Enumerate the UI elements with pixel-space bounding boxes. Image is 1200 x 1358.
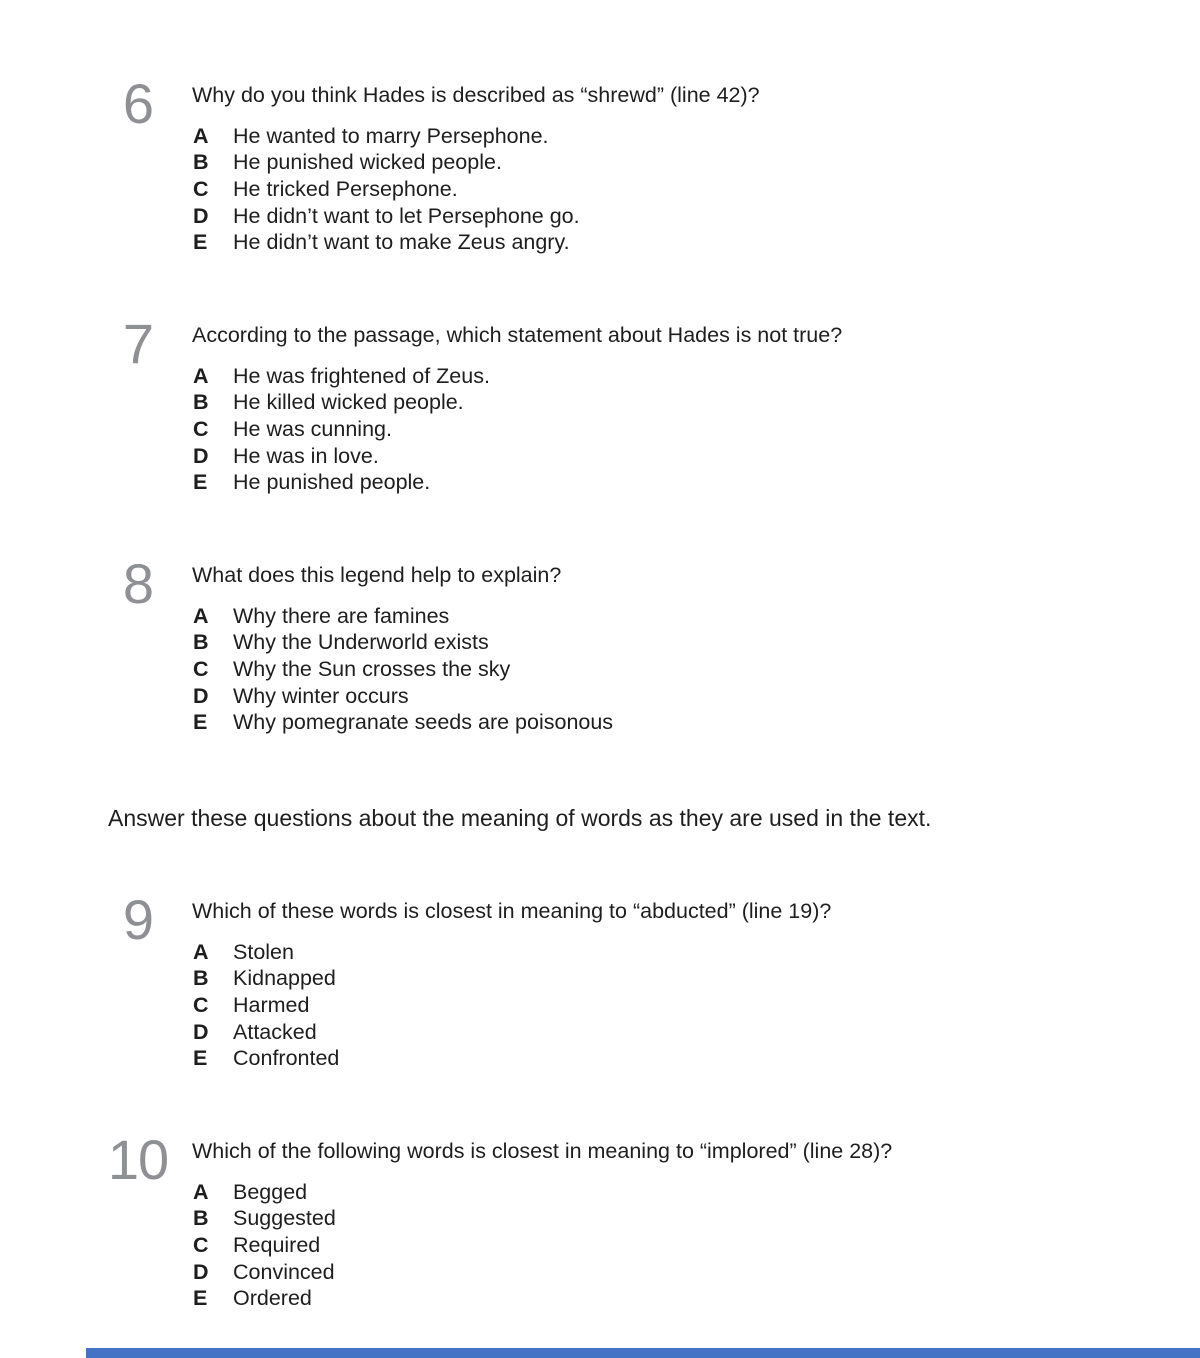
option-letter: B [193,150,209,175]
options-list [193,123,580,256]
option-text: He was in love. [233,443,379,468]
option-letter: D [193,1019,209,1044]
option-row [193,683,613,710]
option-row [193,1045,339,1072]
option-text: Harmed [233,992,310,1017]
option-letter: B [193,630,209,655]
question-number: 6 [122,72,154,135]
option-text: He was frightened of Zeus. [233,363,490,388]
option-letter: E [193,470,208,495]
question-text: What does this legend help to explain? [192,563,562,587]
option-row [193,709,613,736]
option-row [193,469,490,496]
option-text: Required [233,1232,321,1257]
question-text: According to the passage, which statement about Hades is not true? [192,323,843,347]
option-row [193,363,490,390]
option-text: Why the Underworld exists [233,630,489,655]
option-text: Confronted [233,1046,340,1071]
option-row [193,1179,336,1206]
options-list [193,939,339,1072]
option-row [193,229,580,256]
option-row [193,150,580,177]
option-text: Begged [233,1179,308,1204]
option-row [193,203,580,230]
option-text: Why the Sun crosses the sky [233,656,511,681]
option-letter: E [193,1046,208,1071]
option-text: Why there are famines [233,603,450,628]
option-text: He didn’t want to make Zeus angry. [233,230,570,255]
option-row [193,1232,336,1259]
option-text: Suggested [233,1206,336,1231]
option-row [193,1259,336,1286]
option-text: He wanted to marry Persephone. [233,123,549,148]
option-letter: D [193,1259,209,1284]
option-row [193,630,613,657]
option-letter: D [193,443,209,468]
options-list [193,363,490,496]
option-letter: D [193,683,209,708]
option-letter: B [193,966,209,991]
option-row [193,123,580,150]
option-text: He punished wicked people. [233,150,502,175]
option-row [193,176,580,203]
options-list [193,1179,336,1312]
option-letter: E [193,230,208,255]
option-row [193,1019,339,1046]
question-text: Why do you think Hades is described as “shrewd” (line 42)? [192,83,760,107]
option-letter: A [193,363,209,388]
option-text: Kidnapped [233,966,336,991]
option-letter: C [193,1232,209,1257]
option-text: Convinced [233,1259,335,1284]
question-number: 8 [122,552,154,615]
option-row [193,416,490,443]
option-letter: C [193,656,209,681]
option-row [193,443,490,470]
question-number: 10 [107,1128,169,1191]
option-row [193,939,339,966]
option-row [193,656,613,683]
option-letter: E [193,1286,208,1311]
option-text: Stolen [233,939,294,964]
option-letter: D [193,203,209,228]
option-text: He killed wicked people. [233,390,464,415]
option-letter: C [193,416,209,441]
option-letter: A [193,603,209,628]
option-text: He punished people. [233,470,431,495]
option-letter: E [193,710,208,735]
option-text: Ordered [233,1286,312,1311]
option-row [193,603,613,630]
question-text: Which of the following words is closest in meaning to “implored” (line 28)? [192,1139,893,1163]
option-letter: B [193,390,209,415]
option-text: He tricked Persephone. [233,176,458,201]
option-letter: B [193,1206,209,1231]
question-number: 9 [122,888,154,951]
question-number: 7 [122,312,154,375]
option-letter: A [193,1179,209,1204]
option-letter: C [193,176,209,201]
option-text: Attacked [233,1019,317,1044]
option-row [193,1285,336,1312]
option-letter: A [193,123,209,148]
footer-bar [86,1348,1200,1358]
option-row [193,390,490,417]
option-row [193,966,339,993]
options-list [193,603,613,736]
option-letter: A [193,939,209,964]
question-text: Which of these words is closest in meaning to “abducted” (line 19)? [192,899,832,923]
option-letter: C [193,992,209,1017]
option-text: He was cunning. [233,416,392,441]
section-heading: Answer these questions about the meaning of words as they are used in the text. [108,805,932,831]
option-row [193,992,339,1019]
option-text: He didn’t want to let Persephone go. [233,203,580,228]
option-text: Why winter occurs [233,683,409,708]
option-text: Why pomegranate seeds are poisonous [233,710,614,735]
option-row [193,1206,336,1233]
